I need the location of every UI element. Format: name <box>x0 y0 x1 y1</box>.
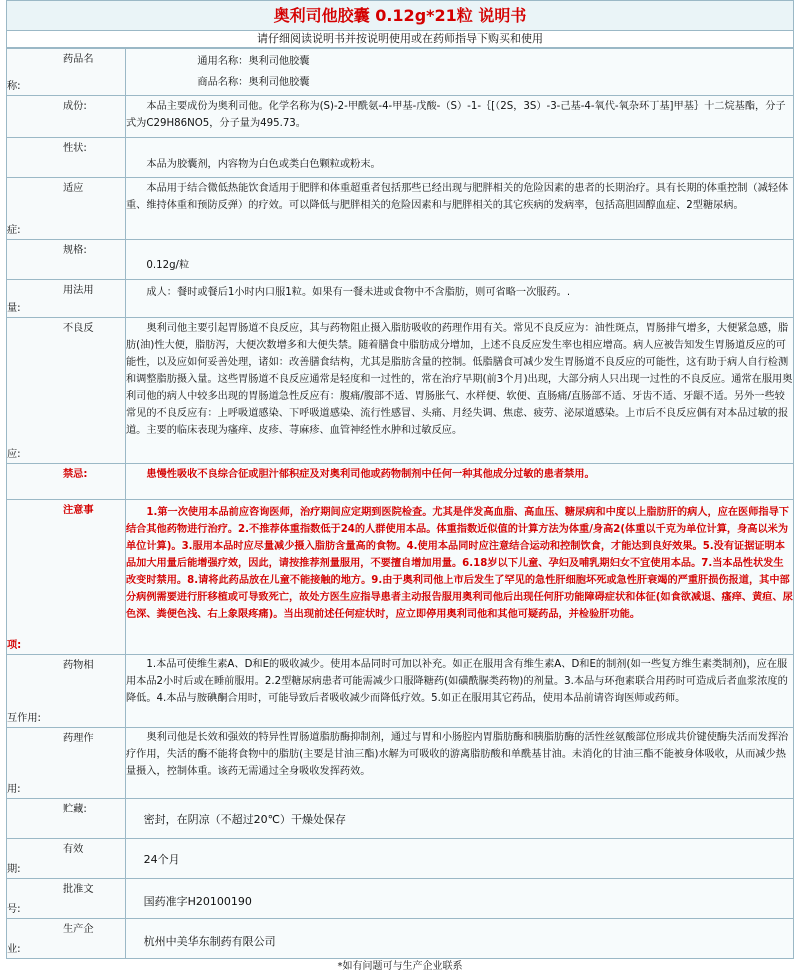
row-label-part1: 批准文 <box>63 884 94 895</box>
instruction-sheet <box>6 0 794 975</box>
spec-row <box>7 839 794 879</box>
row-label-part1: 药理作 <box>63 733 94 744</box>
row-label <box>7 464 126 500</box>
spec-row <box>7 500 794 655</box>
spec-row <box>7 178 794 240</box>
spec-row <box>7 919 794 959</box>
row-value <box>126 49 794 96</box>
row-text: 密封，在阴凉（不超过20℃）干燥处保存 <box>143 813 346 826</box>
row-value <box>126 138 794 178</box>
row-label <box>7 138 126 178</box>
row-label-part2: 业: <box>7 944 21 955</box>
row-label-part2: 号: <box>7 904 21 915</box>
row-label <box>7 879 126 919</box>
row-value <box>126 464 794 500</box>
row-label <box>7 49 126 96</box>
row-value <box>126 799 794 839</box>
usage-notice: 请仔细阅读说明书并按说明使用或在药师指导下购买和使用 <box>6 31 794 48</box>
row-label <box>7 655 126 728</box>
row-text: 成人：餐时或餐后1小时内口服1粒。如果有一餐未进或食物中不含脂肪，则可省略一次服药。. <box>146 287 571 298</box>
spec-row <box>7 138 794 178</box>
spec-row <box>7 728 794 799</box>
page-title: 奥利司他胶囊 0.12g*21粒 说明书 <box>6 0 794 31</box>
row-label-part2: 项: <box>7 640 22 651</box>
row-label <box>7 799 126 839</box>
row-label-part2: 称: <box>7 81 21 92</box>
row-text: 国药准字H20100190 <box>143 895 252 908</box>
spec-row <box>7 655 794 728</box>
row-label <box>7 919 126 959</box>
row-value <box>126 728 794 799</box>
spec-table <box>6 48 794 959</box>
row-value <box>126 919 794 959</box>
row-text: 奥利司他是长效和强效的特异性胃肠道脂肪酶抑制剂，通过与胃和小肠腔内胃脂肪酶和胰脂肪酶的活性丝氨酸部位形成共价键使酶失活而发挥治疗作用，失活的酶不能将食物中的脂肪(主要是甘油三酯)水解为可吸收的游离脂肪酸和单酰基甘油。未消化的甘油三酯不能被身体吸收，从而减少热量摄入，控制体重。该药无需通过全身吸收发挥药效。 <box>126 732 789 777</box>
row-label <box>7 728 126 799</box>
row-label-part1: 注意事 <box>63 505 94 516</box>
row-label-part1: 药物相 <box>63 660 94 671</box>
row-text: 本品主要成份为奥利司他。化学名称为(S)-2-甲酰氨-4-甲基-戊酸-（S）-1-｛[（2S，3S）-3-己基-4-氧代-氧杂环丁基]甲基｝十二烷基酯，分子式为C29H86NO5，分子量为495.73。 <box>126 101 786 129</box>
row-label-part2: 互作用: <box>7 713 41 724</box>
row-text: 0.12g/粒 <box>146 260 190 271</box>
row-value <box>126 879 794 919</box>
name-line: 通用名称：奥利司他胶囊 <box>197 56 310 67</box>
row-label-part2: 应: <box>7 449 21 460</box>
row-value <box>126 839 794 879</box>
row-label-part1: 贮藏: <box>63 804 87 815</box>
spec-row <box>7 879 794 919</box>
row-label-part1: 禁忌: <box>63 469 88 480</box>
row-value <box>126 240 794 280</box>
row-label <box>7 178 126 240</box>
spec-row <box>7 799 794 839</box>
row-label-part1: 适应 <box>63 183 84 194</box>
row-label-part1: 不良反 <box>63 323 94 334</box>
row-text: 本品为胶囊剂，内容物为白色或类白色颗粒或粉末。 <box>146 159 381 170</box>
row-text: 1.第一次使用本品前应咨询医师，治疗期间应定期到医院检查。尤其是伴发高血脂、高血压、糖尿病和中度以上脂肪肝的病人，应在医师指导下结合其他药物进行治疗。2.不推荐体重指数低于24的人群使用本品。体重指数近似值的计算方法为体重/身高2(体重以千克为单位计算，身高以米为单位计算)。3.服用本品时应尽量减少摄入脂肪含量高的食物。4.使用本品同时应注意结合运动和控制饮食，才能达到良好效果。5.没有证据证明本品加大用量后能增强疗效，因此，请按推荐剂量服用，不要擅自增加用量。6.18岁以下儿童、孕妇及哺乳期妇女不宜使用本品。7.当本品性状发生改变时禁用。8.请将此药品放在儿童不能接触的地方。9.由于奥利司他上市后发生了罕见的急性肝细胞坏死或急性肝衰竭的严重肝损伤报道，其中部分病例需要进行肝移植或可导致死亡，故处方医生应指导患者主动报告服用奥利司他后出现任何肝功能障碍症状和体征(如食欲减退、瘙痒、黄疸、尿色深、粪便色浅、右上象限疼痛)。当出现前述任何症状时，应立即停用奥利司他和其他可疑药品，并检验肝功能。 <box>126 507 793 620</box>
row-label <box>7 280 126 318</box>
spec-row <box>7 49 794 96</box>
spec-row <box>7 96 794 138</box>
spec-row <box>7 464 794 500</box>
row-label-part1: 规格: <box>63 245 87 256</box>
row-label-part1: 有效 <box>63 844 84 855</box>
row-text: 患慢性吸收不良综合征或胆汁郁积症及对奥利司他或药物制剂中任何一种其他成分过敏的患者禁用。 <box>146 469 595 480</box>
spec-row <box>7 318 794 464</box>
row-label-part1: 成份: <box>63 101 87 112</box>
row-label-part1: 生产企 <box>63 924 94 935</box>
row-value <box>126 178 794 240</box>
row-label <box>7 318 126 464</box>
row-value <box>126 280 794 318</box>
row-text: 本品用于结合微低热能饮食适用于肥胖和体重超重者包括那些已经出现与肥胖相关的危险因素的患者的长期治疗。具有长期的体重控制（减轻体重、维持体重和预防反弹）的疗效。可以降低与肥胖相关的危险因素和与肥胖相关的其它疾病的发病率，包括高胆固醇血症、2型糖尿病。 <box>126 183 789 211</box>
row-text: 24个月 <box>143 853 180 866</box>
row-label-part1: 药品名 <box>63 54 94 65</box>
row-label <box>7 96 126 138</box>
row-label-part2: 期: <box>7 864 21 875</box>
row-value <box>126 655 794 728</box>
footer-note: *如有问题可与生产企业联系 <box>337 961 463 972</box>
row-label-part1: 性状: <box>63 143 87 154</box>
row-label <box>7 240 126 280</box>
name-line: 商品名称：奥利司他胶囊 <box>197 77 310 88</box>
row-value <box>126 96 794 138</box>
spec-row <box>7 240 794 280</box>
row-text: 1.本品可使维生素A、D和E的吸收减少。使用本品同时可加以补充。如正在服用含有维生素A、D和E的制剂(如一些复方维生素类制剂)，应在服用本品2小时后或在睡前服用。2.2型糖尿病患者可能需减少口服降糖药(如磺酰脲类药物)的剂量。3.本品与环孢素联合用药时可造成后者血浆浓度的降低。4.本品与胺碘酮合用时，可能导致后者吸收减少而降低疗效。5.如正在服用其它药品，使用本品前请咨询医师或药师。 <box>126 659 788 704</box>
row-label <box>7 839 126 879</box>
row-label-part1: 用法用 <box>63 285 94 296</box>
row-value <box>126 318 794 464</box>
row-label-part2: 用: <box>7 784 21 795</box>
row-text: 杭州中美华东制药有限公司 <box>143 935 276 948</box>
row-label-part2: 量: <box>7 303 21 314</box>
row-value <box>126 500 794 655</box>
row-label <box>7 500 126 655</box>
row-label-part2: 症: <box>7 225 21 236</box>
spec-row <box>7 280 794 318</box>
row-text: 奥利司他主要引起胃肠道不良反应，其与药物阻止摄入脂肪吸收的药理作用有关。常见不良反应为：油性斑点，胃肠排气增多，大便紧急感，脂肪(油)性大便，脂肪泻，大便次数增多和大便失禁。随着膳食中脂肪成分增加，上述不良反应发生率也相应增高。病人应被告知发生胃肠道反应的可能性，以及应如何妥善处理，诸如：改善膳食结构，尤其是脂肪含量的控制。低脂膳食可减少发生胃肠道不良反应的可能性，这有助于病人自行检测和调整脂肪摄入量。这些胃肠道不良反应通常是轻度和一过性的，常在治疗早期(前3个月)出现，大部分病人只出现一过性的不良反应。通常在服用奥利司他的病人中较多出现的胃肠道急性反应有：腹痛/腹部不适、胃肠胀气、水样便、软便、直肠痛/直肠部不适、牙齿不适、牙龈不适。另外一些较常见的不良反应有：上呼吸道感染、下呼吸道感染、流行性感冒、头痛、月经失调、焦虑、疲劳、泌尿道感染。上市后不良反应偶有对本品过敏的报道。主要的临床表现为瘙痒、皮疹、荨麻疹、血管神经性水肿和过敏反应。 <box>126 323 793 436</box>
